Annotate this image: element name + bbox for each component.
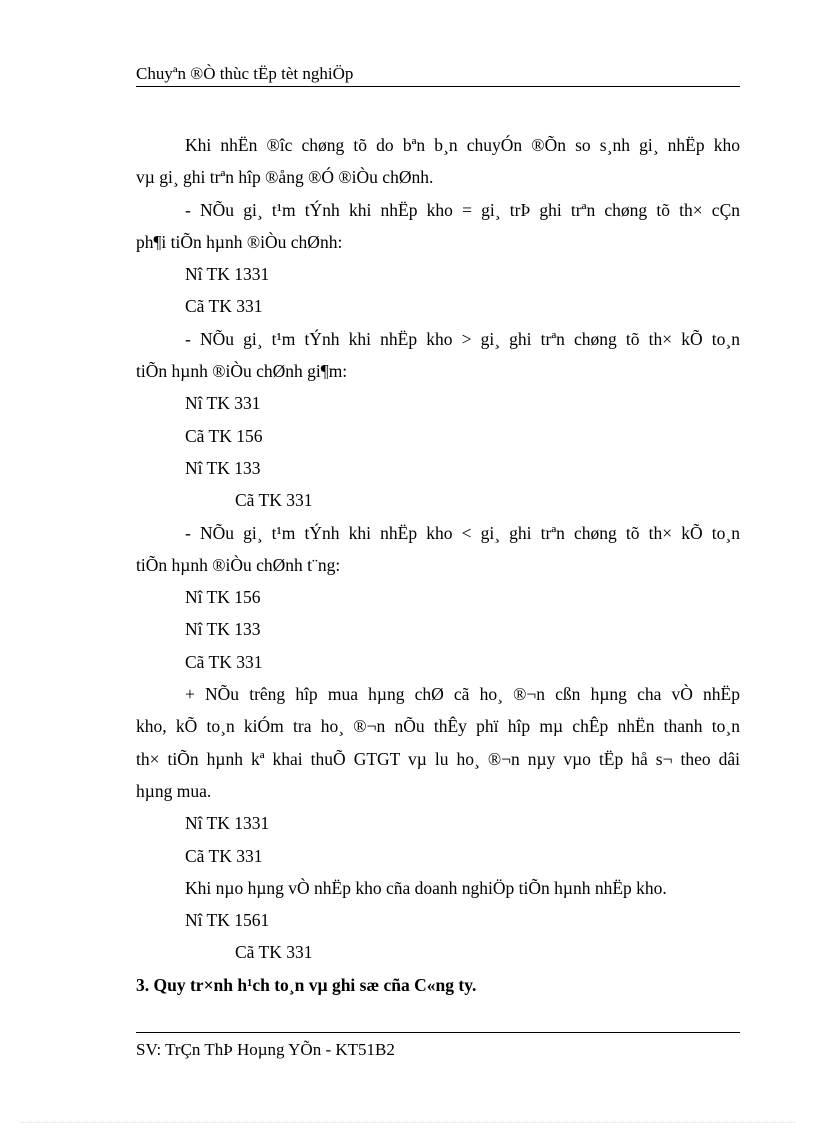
text-line: Cã TK 331 <box>185 296 263 317</box>
text-line: Nî TK 156 <box>185 587 261 608</box>
text-line: Nî TK 133 <box>185 457 261 478</box>
text-line: Khi nµo hµng vÒ nhËp kho cña doanh nghiÖp tiÕn hµnh nhËp kho. <box>185 877 667 898</box>
text-line: - NÕu gi¸ t¹m tÝnh khi nhËp kho > gi¸ ghi trªn chøng tõ th× kÕ to¸n <box>185 328 740 349</box>
text-line: ph¶i tiÕn hµnh ®iÒu chØnh: <box>136 231 343 252</box>
footer-rule <box>136 1032 740 1033</box>
text-line: Cã TK 331 <box>235 942 313 963</box>
text-line: Khi nhËn ®îc chøng tõ do bªn b¸n chuyÓn ®Õn so s¸nh gi¸ nhËp kho <box>185 135 740 155</box>
text-line: Cã TK 331 <box>185 651 263 672</box>
text-line: 3. Quy tr×nh h¹ch to¸n vµ ghi sæ cña C«ng ty. <box>136 974 477 995</box>
text-line: Cã TK 331 <box>185 845 263 866</box>
text-line: vµ gi¸ ghi trªn hîp ®ång ®Ó ®iÒu chØnh. <box>136 167 434 188</box>
text-line: hµng mua. <box>136 780 212 801</box>
document-body <box>136 129 740 1001</box>
page-header: Chuyªn ®Ò thùc tËp tèt nghiÖp <box>136 64 740 87</box>
text-line: Nî TK 331 <box>185 393 261 414</box>
text-line: + NÕu trêng hîp mua hµng chØ cã ho¸ ®¬n cßn hµng cha vÒ nhËp <box>185 684 740 705</box>
text-line: kho, kÕ to¸n kiÓm tra ho¸ ®¬n nÕu thÊy phï hîp mµ chÊp nhËn thanh to¸n <box>136 716 740 737</box>
text-line: - NÕu gi¸ t¹m tÝnh khi nhËp kho = gi¸ trÞ ghi trªn chøng tõ th× cÇn <box>185 199 740 220</box>
text-line: Cã TK 331 <box>235 490 313 511</box>
text-line: Nî TK 133 <box>185 619 261 640</box>
text-line: tiÕn hµnh ®iÒu chØnh gi¶m: <box>136 361 348 382</box>
text-line: Cã TK 156 <box>185 425 263 446</box>
page-footer: SV: TrÇn ThÞ Hoµng YÕn - KT51B2 <box>136 1040 395 1059</box>
text-line: th× tiÕn hµnh kª khai thuÕ GTGT vµ lu ho¸ ®¬n nµy vµo tËp hå s¬ theo dâi <box>136 748 740 769</box>
text-line: Nî TK 1561 <box>185 910 270 931</box>
text-line: - NÕu gi¸ t¹m tÝnh khi nhËp kho < gi¸ ghi trªn chøng tõ th× kÕ to¸n <box>185 522 740 543</box>
text-line: Nî TK 1331 <box>185 813 270 834</box>
text-line: Nî TK 1331 <box>185 264 270 285</box>
text-line: tiÕn hµnh ®iÒu chØnh t¨ng: <box>136 554 341 575</box>
